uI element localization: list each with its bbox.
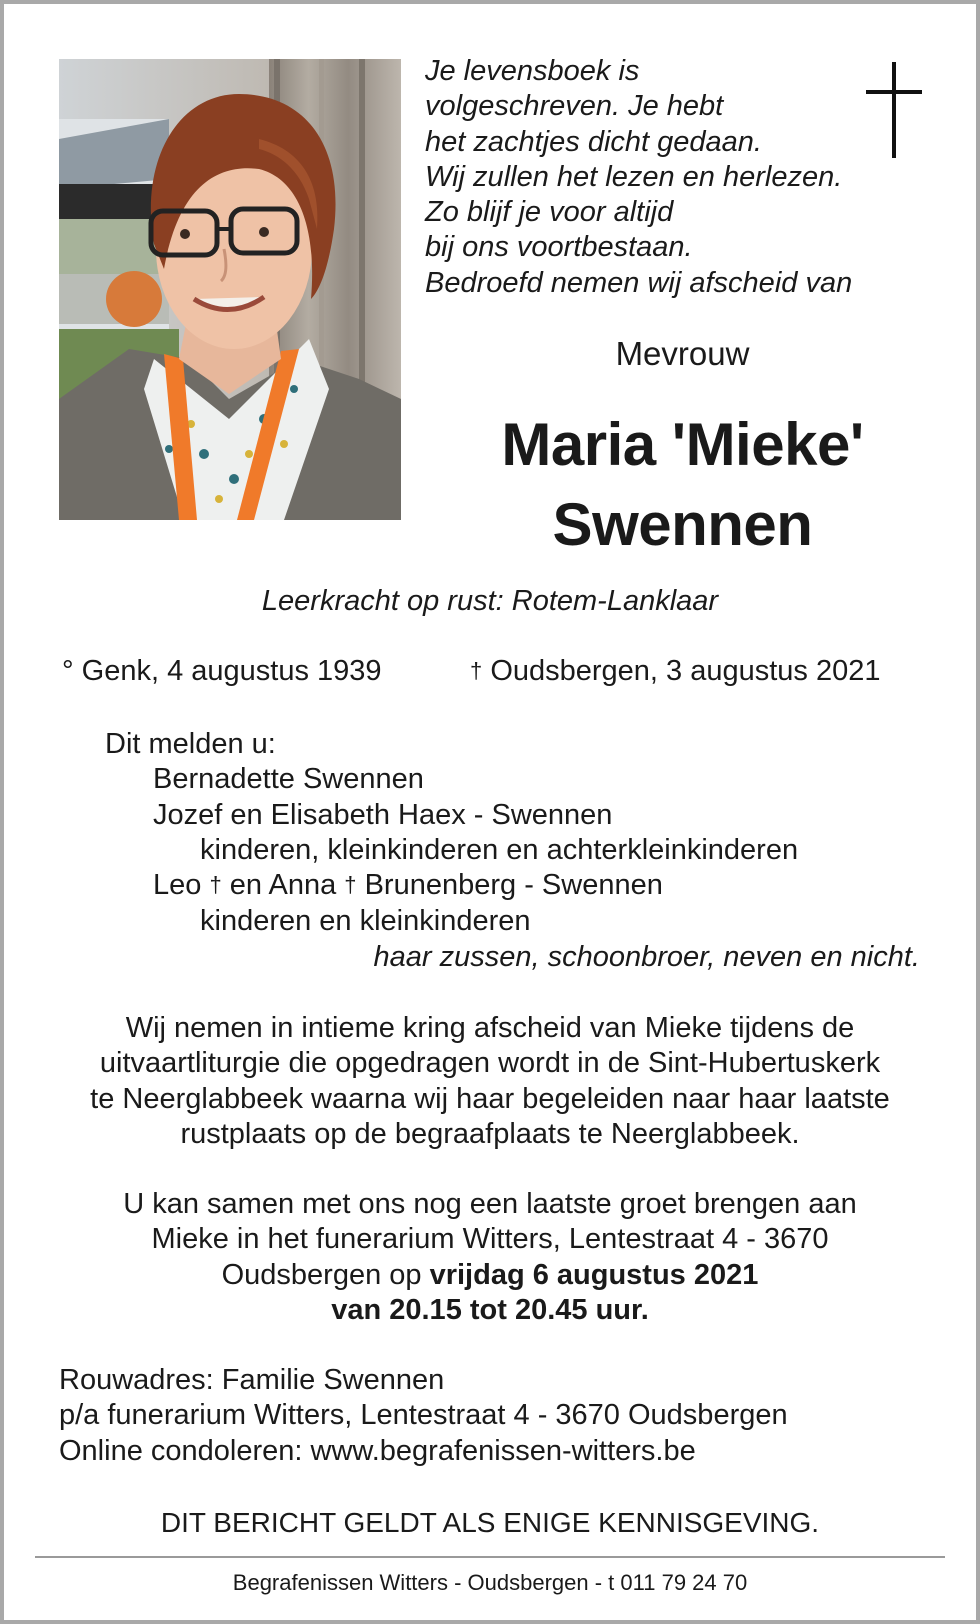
family-intro: Dit melden u:: [105, 728, 276, 760]
visitation-paragraph: [40, 1187, 940, 1328]
cross-icon: [866, 62, 922, 158]
mourning-address: [59, 1363, 788, 1469]
visitation-line: [40, 1258, 940, 1293]
portrait-photo: [59, 59, 401, 520]
poem-line: Zo blijf je voor altijd: [425, 196, 674, 229]
poem-line: bij ons voortbestaan.: [425, 231, 693, 264]
address-line: Rouwadres: Familie Swennen: [59, 1364, 445, 1396]
ceremony-line: Wij nemen in intieme kring afscheid van Mieke tijdens de: [125, 1012, 855, 1044]
family-relatives: haar zussen, schoonbroer, neven en nicht.: [373, 940, 920, 973]
ceremony-line: uitvaartliturgie die opgedragen wordt in de Sint-Hubertuskerk: [99, 1047, 881, 1080]
family-member-part: en Anna: [229, 869, 337, 902]
family-member: Bernadette Swennen: [153, 763, 424, 796]
ceremony-line: te Neerglabbeek waarna wij haar begeleiden naar haar laatste: [90, 1082, 890, 1115]
deceased-name: [425, 405, 940, 565]
poem-line: Je levensboek is: [425, 55, 640, 87]
ceremony-line: rustplaats op de begraafplaats te Neerglabbeek.: [180, 1117, 800, 1150]
name-line-1: Maria 'Mieke': [501, 411, 864, 478]
notice: DIT BERICHT GELDT ALS ENIGE KENNISGEVING.: [160, 1507, 820, 1538]
visitation-date: vrijdag 6 augustus 2021: [429, 1258, 759, 1291]
visitation-time: van 20.15 tot 20.45 uur.: [331, 1293, 649, 1326]
dagger-icon: †: [344, 872, 357, 898]
condolence-link[interactable]: Online condoleren: www.begrafenissen-witters.be: [59, 1434, 696, 1467]
address-line: p/a funerarium Witters, Lentestraat 4 - 3670 Oudsbergen: [59, 1399, 788, 1432]
family-list: [0, 727, 980, 975]
family-member: Jozef en Elisabeth Haex - Swennen: [153, 798, 613, 831]
ceremony-paragraph: [40, 1011, 940, 1152]
footer: Begrafenissen Witters - Oudsbergen - t 011 79 24 70: [232, 1570, 748, 1595]
family-member: [0, 868, 980, 904]
death-text: Oudsbergen, 3 augustus 2021: [490, 655, 881, 687]
family-member-part: Leo: [153, 869, 202, 902]
family-descendants: kinderen en kleinkinderen: [200, 905, 531, 938]
death-info: [470, 655, 881, 688]
visitation-line: Mieke in het funerarium Witters, Lentestraat 4 - 3670: [151, 1223, 829, 1256]
poem-line: het zachtjes dicht gedaan.: [425, 125, 762, 158]
visitation-text: Oudsbergen op: [221, 1258, 430, 1291]
divider: [35, 1556, 945, 1558]
honorific: Mevrouw: [615, 335, 750, 372]
visitation-line: U kan samen met ons nog een laatste groet brengen aan: [123, 1188, 857, 1220]
poem-line: Wij zullen het lezen en herlezen.: [425, 160, 843, 193]
birth-info: ° Genk, 4 augustus 1939: [62, 655, 382, 687]
poem: [425, 54, 852, 301]
poem-line: Bedroefd nemen wij afscheid van: [425, 266, 853, 299]
dagger-icon: †: [209, 872, 222, 898]
family-member-part: Brunenberg - Swennen: [364, 869, 663, 902]
name-line-2: Swennen: [552, 491, 813, 558]
family-descendants: kinderen, kleinkinderen en achterkleinkinderen: [200, 833, 799, 866]
profession: Leerkracht op rust: Rotem-Lanklaar: [261, 585, 719, 617]
dagger-icon: †: [470, 658, 483, 683]
poem-line: volgeschreven. Je hebt: [425, 90, 724, 123]
